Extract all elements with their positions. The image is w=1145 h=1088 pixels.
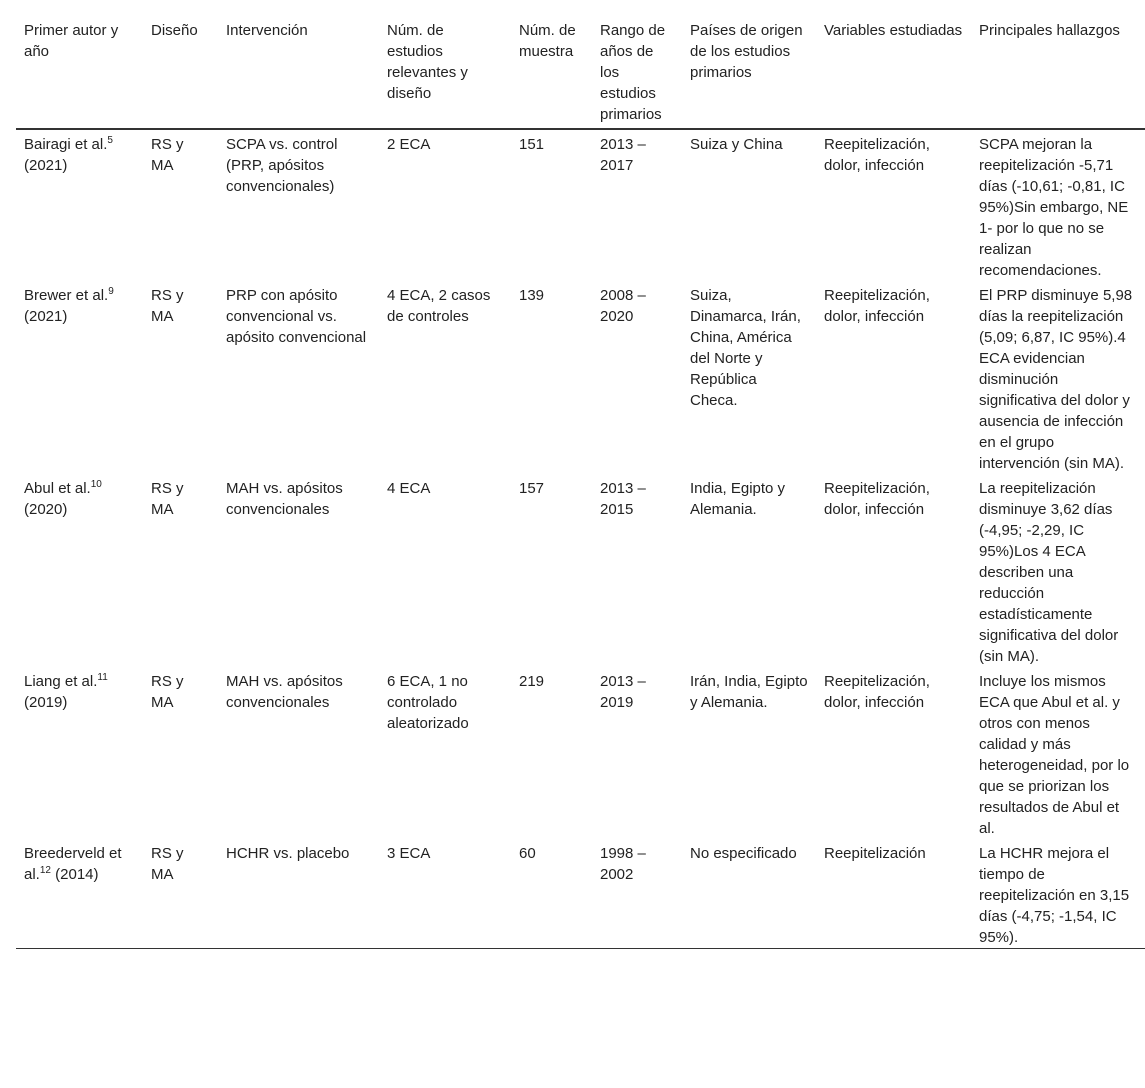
table-container — [16, 10, 1145, 949]
author-year: (2019) — [24, 694, 68, 711]
cell-variables: Reepitelización, dolor, infección — [824, 287, 930, 325]
reference-number: 11 — [97, 672, 108, 683]
cell-sample: 157 — [519, 480, 545, 497]
cell-author — [16, 281, 143, 474]
cell-author — [16, 474, 143, 667]
header-studies: Núm. de estudios relevantes y diseño — [387, 22, 468, 102]
cell-findings: El PRP disminuye 5,98 días la reepitelización (5,09; 6,87, IC 95%).4 ECA evidencian disminución significativa del dolor y ausencia de infección en el grupo intervención (sin MA). — [979, 287, 1133, 472]
cell-variables: Reepitelización, dolor, infección — [824, 480, 930, 518]
cell-author — [16, 839, 143, 949]
cell-findings: Incluye los mismos ECA que Abul et al. y otros con menos calidad y más heterogeneidad, por lo que se priorizan los resultados de Abul et al. — [979, 673, 1130, 837]
cell-studies: 3 ECA — [387, 845, 431, 862]
cell-countries: No especificado — [690, 845, 797, 862]
header-findings: Principales hallazgos — [979, 22, 1120, 39]
cell-variables: Reepitelización, dolor, infección — [824, 673, 930, 711]
author-name: Breederveld et al. — [24, 845, 122, 883]
header-author: Primer autor y año — [24, 22, 119, 60]
cell-findings: La reepitelización disminuye 3,62 días (-4,95; -2,29, IC 95%)Los 4 ECA describen una reducción estadísticamente significativa del dolor (sin MA). — [979, 480, 1119, 665]
reference-number: 12 — [39, 865, 51, 876]
cell-intervention: HCHR vs. placebo — [226, 845, 350, 862]
reference-number: 9 — [108, 286, 114, 297]
header-intervention: Intervención — [226, 22, 308, 39]
cell-countries: Suiza, Dinamarca, Irán, China, América del Norte y República Checa. — [690, 287, 801, 409]
author-year: (2021) — [24, 308, 68, 325]
cell-sample: 139 — [519, 287, 545, 304]
header-countries: Países de origen de los estudios primarios — [690, 22, 803, 81]
cell-countries: Irán, India, Egipto y Alemania. — [690, 673, 808, 711]
table-row — [16, 281, 1145, 474]
cell-author — [16, 667, 143, 839]
author-name: Brewer et al. — [24, 287, 109, 304]
header-row — [16, 10, 1145, 129]
cell-intervention: SCPA vs. control (PRP, apósitos convencionales) — [226, 136, 338, 195]
cell-range: 2013 – 2015 — [600, 480, 646, 518]
header-design: Diseño — [151, 22, 198, 39]
studies-table — [16, 10, 1145, 949]
cell-sample: 219 — [519, 673, 545, 690]
cell-countries: Suiza y China — [690, 136, 783, 153]
cell-studies: 6 ECA, 1 no controlado aleatorizado — [387, 673, 469, 732]
cell-countries: India, Egipto y Alemania. — [690, 480, 786, 518]
author-year: (2014) — [55, 866, 99, 883]
cell-findings: SCPA mejoran la reepitelización -5,71 días (-10,61; -0,81, IC 95%)Sin embargo, NE 1- por lo que no se realizan recomendaciones. — [979, 136, 1129, 279]
cell-findings: La HCHR mejora el tiempo de reepitelización en 3,15 días (-4,75; -1,54, IC 95%). — [979, 845, 1130, 946]
cell-intervention: MAH vs. apósitos convencionales — [226, 673, 343, 711]
cell-range: 1998 – 2002 — [600, 845, 646, 883]
cell-studies: 4 ECA, 2 casos de controles — [387, 287, 491, 325]
cell-design: RS y MA — [151, 136, 184, 174]
cell-range: 2013 – 2019 — [600, 673, 646, 711]
cell-range: 2008 – 2020 — [600, 287, 646, 325]
cell-range: 2013 – 2017 — [600, 136, 646, 174]
author-year: (2020) — [24, 501, 68, 518]
header-range: Rango de años de los estudios primarios — [600, 22, 666, 123]
cell-design: RS y MA — [151, 845, 184, 883]
cell-design: RS y MA — [151, 287, 184, 325]
header-sample: Núm. de muestra — [519, 22, 576, 60]
table-row — [16, 129, 1145, 281]
cell-studies: 2 ECA — [387, 136, 431, 153]
cell-variables: Reepitelización — [824, 845, 926, 862]
author-name: Abul et al. — [24, 480, 91, 497]
cell-design: RS y MA — [151, 673, 184, 711]
reference-number: 10 — [90, 479, 102, 490]
cell-intervention: MAH vs. apósitos convencionales — [226, 480, 343, 518]
table-row — [16, 474, 1145, 667]
author-name: Bairagi et al. — [24, 136, 108, 153]
reference-number: 5 — [107, 135, 113, 146]
header-variables: Variables estudiadas — [824, 22, 963, 39]
table-row — [16, 667, 1145, 839]
table-row — [16, 839, 1145, 949]
cell-variables: Reepitelización, dolor, infección — [824, 136, 930, 174]
cell-design: RS y MA — [151, 480, 184, 518]
cell-sample: 60 — [519, 845, 536, 862]
cell-intervention: PRP con apósito convencional vs. apósito convencional — [226, 287, 367, 346]
author-year: (2021) — [24, 157, 68, 174]
cell-author — [16, 129, 143, 281]
cell-studies: 4 ECA — [387, 480, 431, 497]
author-name: Liang et al. — [24, 673, 98, 690]
cell-sample: 151 — [519, 136, 545, 153]
